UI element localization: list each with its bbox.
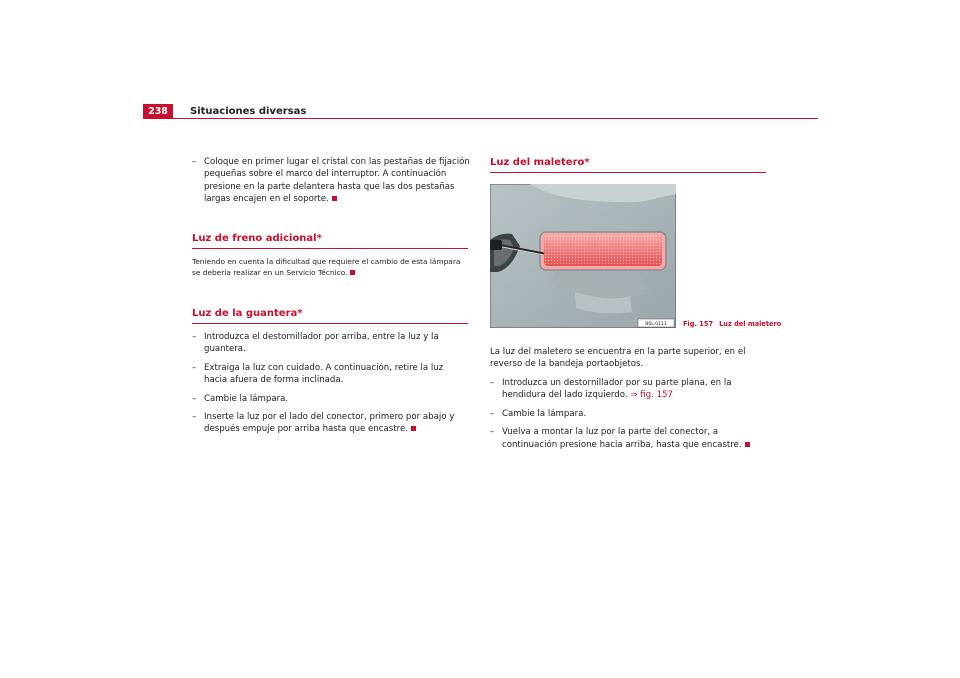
figure-code: B6L-0111: [645, 322, 667, 327]
dash-bullet: –: [192, 412, 197, 423]
dash-bullet: –: [192, 332, 197, 342]
section-heading: Luz de la guantera*: [192, 308, 468, 324]
dash-bullet: –: [490, 408, 495, 419]
trunk-light-intro: La luz del maletero se encuentra en la parte superior, en el reverso de la bandeja portaobjetos.: [490, 347, 746, 370]
dash-bullet: –: [192, 362, 197, 373]
figure-caption-number: Fig. 157: [683, 320, 714, 328]
section-trunk-light: [490, 157, 766, 173]
trunk-light-figure: [490, 184, 676, 328]
list-item: – Introduzca un destornillador por su parte plana, en la hendidura del lado izquierdo. ⇒ fig. 157: [490, 378, 732, 401]
list-item: – Cambie la lámpara.: [192, 393, 289, 404]
intro-item-text: Coloque en primer lugar el cristal con las pestañas de fijación pequeñas sobre el marco del interruptor. A continuación presione en la parte delantera hasta que las dos pestañas largas encajen en el soporte.: [204, 157, 470, 205]
dash-bullet: –: [490, 427, 495, 438]
list-item: – Cambie la lámpara.: [490, 408, 587, 419]
section-additional-brake-light: [192, 233, 468, 278]
running-header-title: Situaciones diversas: [190, 106, 307, 117]
list-item: – Vuelva a montar la luz por la parte del conector, a continuación presione hacia arriba, hasta que encastre.: [490, 426, 766, 451]
header-divider: [143, 118, 818, 119]
figure-reference-link[interactable]: ⇒ fig. 157: [630, 390, 673, 401]
trunk-light-illustration: [490, 184, 676, 328]
dash-bullet: –: [490, 378, 495, 388]
dash-bullet: –: [192, 393, 197, 404]
end-of-section-icon: [332, 196, 337, 201]
section-glovebox-light: [192, 308, 468, 442]
section-heading: Luz del maletero*: [490, 157, 766, 173]
section-text: Teniendo en cuenta la dificultad que requiere el cambio de esta lámpara se debería realizar en un Servicio Técnico.: [192, 257, 461, 277]
list-item: [192, 156, 480, 206]
dash-bullet: –: [192, 157, 197, 167]
figure-caption-text: Luz del maletero: [719, 320, 782, 328]
end-of-section-icon: [411, 426, 416, 431]
page-number: 238: [143, 104, 173, 119]
list-item: – Inserte la luz por el lado del conector, primero por abajo y después empuje por arriba hasta que encastre.: [192, 412, 455, 435]
section-heading: Luz de freno adicional*: [192, 233, 468, 249]
list-item: – Introduzca el destornillador por arriba, entre la luz y la guantera.: [192, 332, 439, 355]
list-item: – Extraiga la luz con cuidado. A continuación, retire la luz hacia afuera de forma inclinada.: [192, 362, 444, 386]
end-of-section-icon: [745, 442, 750, 447]
figure-caption: [683, 320, 781, 328]
end-of-section-icon: [350, 270, 355, 275]
